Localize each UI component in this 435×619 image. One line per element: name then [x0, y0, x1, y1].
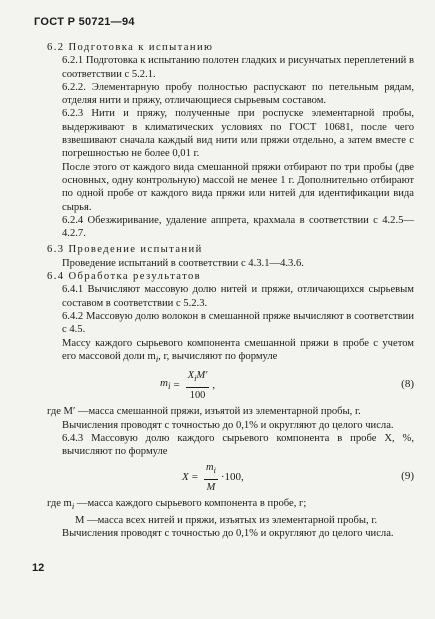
denominator: M [206, 481, 216, 493]
text-run: где m [47, 498, 72, 510]
formula-8-body [160, 369, 215, 402]
text-run: — [74, 498, 88, 510]
page-header: ГОСТ Р 50721—94 [34, 16, 135, 28]
formula-9-lhs: X [182, 471, 189, 484]
numerator [204, 461, 218, 479]
formula-8 [62, 369, 414, 401]
formula-9-tail: ·100, [220, 471, 244, 484]
where-definition: масса каждого сырьевого компонента в пробе, г; [87, 498, 307, 510]
paragraph-6-4-1: 6.4.1 Вычисляют массовую долю нитей и пряжи, отличающихся сырьевым составом в соответствии с 5.2.3. [62, 284, 414, 309]
calculation-note-8: Вычисления проводят с точностью до 0,1% и округляют до целого числа. [62, 419, 394, 431]
paragraph-6-2-1: 6.2.1 Подготовка к испытанию полотен гладких и рисунчатых переплетений в соответствии с 5.2.1. [62, 55, 414, 80]
formula-9 [62, 461, 414, 493]
subscript: i [213, 465, 216, 476]
paragraph-6-2-2: 6.2.2. Элементарную пробу полностью распускают по петельным рядам, отделяя нити и пряжу, отличающиеся сырьевым составом. [62, 81, 414, 107]
subscript: i [155, 353, 159, 364]
symbol: M′ [196, 370, 208, 382]
document-body [47, 41, 414, 540]
paragraph-6-3: Проведение испытаний в соответствии с 4.3.1—4.3.6. [62, 257, 304, 269]
formula-9-fraction [204, 461, 218, 494]
subscript: i [71, 501, 75, 512]
where-8 [47, 405, 414, 418]
page-number: 12 [32, 562, 45, 574]
paragraph-6-4-2-cont [62, 337, 414, 367]
symbol: m [205, 462, 214, 474]
formula-8-lhs [160, 377, 171, 393]
section-6-4-title: 6.4 Обработка результатов [47, 271, 202, 283]
section-6-3-title: 6.3 Проведение испытаний [47, 244, 203, 256]
equation-number-9: (9) [401, 470, 414, 483]
text-run: Массу каждого сырьевого компонента смешанной пряжи в пробе с учетом его массовой доли m [62, 337, 414, 362]
equation-number-8: (8) [401, 378, 414, 391]
comma: , [212, 378, 216, 391]
paragraph-6-2-3-cont: После этого от каждого вида смешанной пряжи отбирают по три пробы (две основных, одну контрольную) массой не менее 1 г. Дополнительно отбирают по одной пробе от каждого вида пряжи или нитей для идентификации вида сырья. [62, 161, 414, 213]
paragraph-6-2-4: 6.2.4 Обезжиривание, удаление аппрета, крахмала в соответствии с 4.2.5—4.2.7. [62, 214, 414, 240]
equals-sign: = [191, 471, 198, 484]
where-9a [47, 497, 414, 513]
where-lead: M — [75, 514, 98, 526]
paragraph-6-4-2: 6.4.2 Массовую долю волокон в смешанной пряже вычисляют в соответствии с 4.5. [62, 310, 414, 336]
paragraph-6-2-3: 6.2.3 Нити и пряжу, полученные при роспуске элементарной пробы, выдерживают в климатических условиях по ГОСТ 10681, после чего взвешивают сначала каждый вид нити или пряжи отдельно, а затем вместе с погрешностью не более 0,01 г. [62, 108, 414, 160]
paragraph-6-4-3: 6.4.3 Массовую долю каждого сырьевого компонента в пробе X, %, вычисляют по формуле [62, 432, 414, 458]
subscript: i [194, 373, 197, 384]
section-6-2-title: 6.2 Подготовка к испытанию [47, 42, 214, 53]
where-9b [75, 514, 414, 527]
text-run: , г, вычисляют по формуле [158, 350, 278, 362]
numerator [186, 369, 210, 387]
where-definition: масса смешанной пряжи, изъятой из элементарной пробы, г. [88, 406, 361, 418]
where-lead: где M′ — [47, 406, 89, 418]
symbol: m [160, 377, 168, 390]
where-definition: масса всех нитей и пряжи, изъятых из элементарной пробы, г. [97, 514, 378, 526]
equals-sign: = [173, 378, 180, 391]
symbol: X [187, 370, 195, 382]
formula-8-fraction [186, 369, 210, 402]
denominator: 100 [189, 389, 206, 401]
formula-9-body [182, 461, 244, 494]
subscript: i [167, 381, 171, 392]
calculation-note-9: Вычисления проводят с точностью до 0,1% и округляют до целого числа. [62, 528, 394, 540]
where-lead [47, 497, 88, 513]
